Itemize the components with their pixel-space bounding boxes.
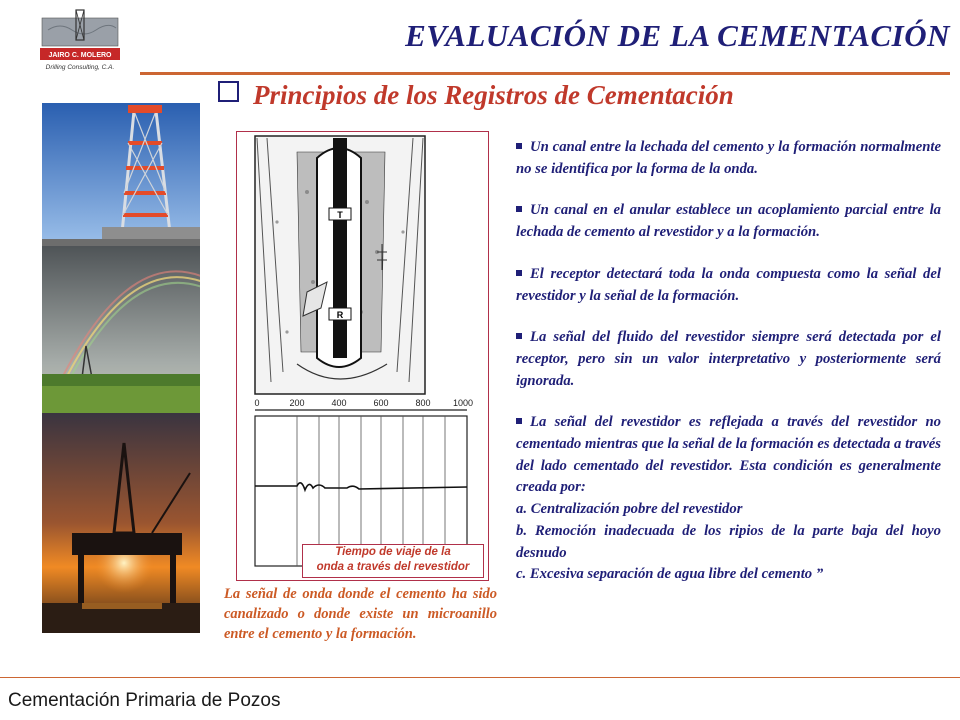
transmitter-label: T [337,210,343,220]
receiver-label: R [336,310,344,320]
footer-text: Cementación Primaria de Pozos [8,690,281,711]
section-subtitle-text: Principios de los Registros de Cementación [253,80,734,110]
title-divider [140,72,950,75]
bullet-item [516,137,941,180]
page-title: EVALUACIÓN DE LA CEMENTACIÓN [405,18,950,53]
bullet-text: La señal del fluido del revestidor siempre será detectada por el receptor, pero sin un valor interpretativo y posteriormente será ignorada. [516,329,941,389]
figure-caption-line-1: Tiempo de viaje de la [335,546,451,558]
logo-company-text: JAIRO C. MOLERO [48,52,112,59]
bullet-text: Un canal en el anular establece un acoplamiento parcial entre la lechada de cemento al revestidor y a la formación. [516,202,941,241]
rainbow-rig-photo [42,246,200,413]
bullet-text: El receptor detectará toda la onda compuesta como la señal del revestidor y la señal de la formación. [516,265,941,304]
section-subtitle [218,80,734,111]
figure-caption [302,544,484,578]
bullet-text: Un canal entre la lechada del cemento y la formación normalmente no se identifica por la forma de la onda. [516,139,941,177]
sub-item-b: b. Remoción inadecuada de los ripios de la parte baja del hoyo desnudo [516,522,941,561]
scale-tick-1000: 1000 [452,398,474,408]
scale-tick-600: 600 [373,398,389,408]
sub-item-c: c. Excesiva separación de agua libre del cemento ” [516,566,824,583]
square-bullet-icon [516,270,522,276]
square-bullet-icon [516,143,522,149]
bullet-item [516,200,941,243]
logo-tagline-text: Drilling Consulting, C.A. [45,64,115,71]
footer-divider [0,677,960,678]
bullet-item [516,264,941,307]
company-logo [38,8,122,74]
bullet-text: La señal del revestidor es reflejada a través del revestidor no cementado mientras que la señal de la formación es detectada a través del lado cementado del revestidor. Esta condición es generalmente creada por: [516,414,941,496]
scale-tick-400: 400 [331,398,347,408]
scale-tick-200: 200 [289,398,305,408]
cement-bond-log-diagram [236,131,489,581]
square-bullet-icon [516,333,522,339]
checkbox-bullet-icon [218,81,239,102]
bullet-list [516,137,941,586]
square-bullet-icon [516,206,522,212]
scale-tick-0: 0 [254,398,260,408]
bullet-item [516,412,941,499]
offshore-rig-sunset-photo [42,413,200,633]
square-bullet-icon [516,418,522,424]
bullet-item [516,327,941,392]
drilling-rig-photo [42,103,200,246]
figure-caption-line-2: onda a través del revestidor [316,561,470,573]
scale-tick-800: 800 [415,398,431,408]
sub-item-a: a. Centralización pobre del revestidor [516,501,743,518]
waveform-note: La señal de onda donde el cemento ha sido canalizado o donde existe un microanillo entre el cemento y la formación. [224,586,497,642]
